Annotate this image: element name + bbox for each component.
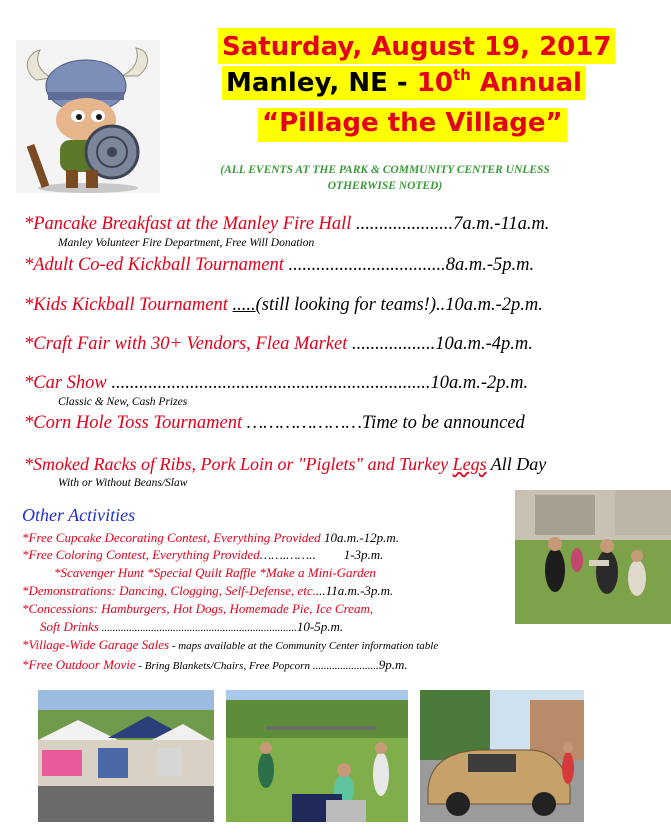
viking-mascot-image bbox=[16, 40, 160, 193]
event-car-show-detail: Classic & New, Cash Prizes bbox=[58, 396, 188, 408]
other-activities-heading: Other Activities bbox=[22, 505, 136, 525]
activity-outdoor-movie: *Free Outdoor Movie - Bring Blankets/Chairs, Free Popcorn ........................9p.m. bbox=[22, 657, 408, 672]
event-pancake-detail: Manley Volunteer Fire Department, Free Will Donation bbox=[58, 237, 315, 249]
activity-coloring: *Free Coloring Contest, Everything Provided…….…….. 1-3p.m. bbox=[22, 547, 384, 562]
activity-garage-sales: *Village-Wide Garage Sales - maps available at the Community Center information table bbox=[22, 637, 439, 652]
activity-soft-drinks: Soft Drinks .......................................................................10-5p.m. bbox=[40, 619, 344, 634]
event-car-show: *Car Show .....................................................................10a.m.-2p.m. bbox=[24, 373, 529, 393]
self-defense-demo-photo bbox=[515, 490, 671, 624]
car-show-photo bbox=[420, 690, 584, 822]
event-pancake: *Pancake Breakfast at the Manley Fire Hall .....................7a.m.-11a.m. bbox=[24, 214, 550, 234]
craft-fair-photo bbox=[38, 690, 214, 822]
event-kids-kickball: *Kids Kickball Tournament .....(still looking for teams!)..10a.m.-2p.m. bbox=[24, 295, 543, 315]
event-adult-kickball: *Adult Co-ed Kickball Tournament ..................................8a.m.-5p.m. bbox=[24, 255, 535, 275]
location-note: (ALL EVENTS AT THE PARK & COMMUNITY CENTER UNLESS OTHERWISE NOTED) bbox=[220, 164, 550, 192]
event-title-heading: “Pillage the Village” bbox=[258, 108, 567, 142]
event-corn-hole: *Corn Hole Toss Tournament …………………Time to be announced bbox=[24, 413, 525, 433]
activity-demonstrations: *Demonstrations: Dancing, Clogging, Self-Defense, etc....11a.m.-3p.m. bbox=[22, 583, 394, 598]
event-date-heading: Saturday, August 19, 2017 bbox=[218, 28, 615, 64]
event-craft-fair: *Craft Fair with 30+ Vendors, Flea Market ..................10a.m.-4p.m. bbox=[24, 334, 533, 354]
event-smoked-ribs: *Smoked Racks of Ribs, Pork Loin or "Piglets" and Turkey Legs All Day bbox=[24, 454, 547, 474]
activity-cupcake: *Free Cupcake Decorating Contest, Everything Provided 10a.m.-12p.m. bbox=[22, 530, 400, 545]
activity-extras: *Scavenger Hunt *Special Quilt Raffle *Make a Mini-Garden bbox=[54, 565, 376, 580]
event-location-heading: Manley, NE - 10th Annual bbox=[222, 66, 586, 100]
event-ribs-detail: With or Without Beans/Slaw bbox=[58, 477, 188, 489]
kickball-game-photo bbox=[226, 690, 408, 822]
activity-concessions: *Concessions: Hamburgers, Hot Dogs, Homemade Pie, Ice Cream, bbox=[22, 601, 374, 616]
